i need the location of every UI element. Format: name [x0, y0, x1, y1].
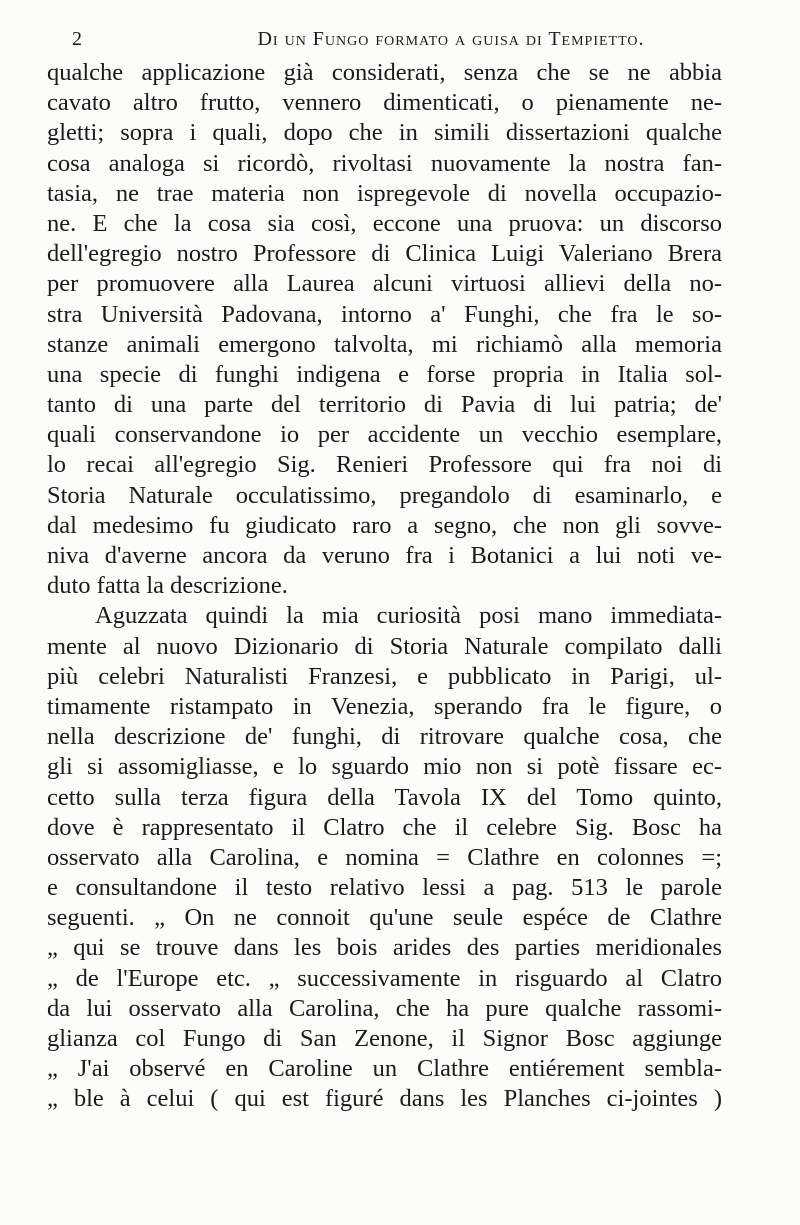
page-header: [50, 22, 760, 56]
text-line: dell'egregio nostro Professore di Clinica Luigi Valeriano Brera: [47, 240, 722, 268]
text-line: quali conservandone io per accidente un vecchio esemplare,: [47, 421, 722, 449]
text-line: seguenti. „ On ne connoit qu'une seule espéce de Clathre: [47, 904, 722, 932]
text-line: da lui osservato alla Carolina, che ha pure qualche rassomi-: [47, 994, 722, 1022]
text-line: qualche applicazione già considerati, senza che se ne abbia: [47, 59, 722, 86]
text-line: mente al nuovo Dizionario di Storia Naturale compilato dalli: [47, 632, 722, 660]
running-title: Di un Fungo formato a guisa di Tempietto.: [257, 27, 645, 50]
text-line: „ qui se trouve dans les bois arides des parties meridionales: [47, 934, 722, 962]
text-line: „ ble à celui ( qui est figuré dans les Planches ci-jointes ): [47, 1085, 722, 1113]
text-line: duto fatta la descrizione.: [47, 572, 288, 600]
body-text: [47, 58, 722, 1115]
text-line: tanto di una parte del territorio di Pavia di lui patria; de': [47, 391, 722, 419]
text-line: cavato altro frutto, vennero dimenticati, o pienamente ne-: [47, 89, 722, 117]
paragraph-start-line: Aguzzata quindi la mia curiosità posi mano immediata-: [95, 602, 722, 630]
text-line: cetto sulla terza figura della Tavola IX del Tomo quinto,: [47, 783, 722, 811]
text-line: stra Università Padovana, intorno a' Funghi, che fra le so-: [47, 300, 722, 328]
text-line: dal medesimo fu giudicato raro a segno, che non gli sovve-: [47, 511, 722, 539]
text-line: „ de l'Europe etc. „ successivamente in risguardo al Clatro: [47, 964, 722, 992]
text-line: una specie di funghi indigena e forse propria in Italia sol-: [47, 360, 722, 388]
text-line: niva d'averne ancora da veruno fra i Botanici a lui noti ve-: [47, 542, 722, 569]
page-number: 2: [72, 27, 83, 50]
text-line: cosa analoga si ricordò, rivoltasi nuovamente la nostra fan-: [47, 149, 722, 177]
text-line: stanze animali emergono talvolta, mi richiamò alla memoria: [47, 330, 722, 358]
text-line: Storia Naturale occulatissimo, pregandolo di esaminarlo, e: [47, 481, 722, 509]
text-line: lo recai all'egregio Sig. Renieri Professore qui fra noi di: [47, 451, 722, 479]
text-line: dove è rappresentato il Clatro che il celebre Sig. Bosc ha: [47, 813, 722, 841]
text-line: gletti; sopra i quali, dopo che in simili dissertazioni qualche: [47, 119, 722, 147]
text-line: gli si assomigliasse, e lo sguardo mio non si potè fissare ec-: [47, 753, 722, 781]
text-line: nella descrizione de' funghi, di ritrovare qualche cosa, che: [47, 723, 722, 751]
text-line: „ J'ai observé en Caroline un Clathre entiérement sembla-: [47, 1055, 722, 1083]
text-line: timamente ristampato in Venezia, sperando fra le figure, o: [47, 692, 722, 720]
text-line: ne. E che la cosa sia così, eccone una pruova: un discorso: [47, 209, 722, 237]
text-line: osservato alla Carolina, e nomina = Clathre en colonnes =;: [47, 843, 722, 871]
text-line: per promuovere alla Laurea alcuni virtuosi allievi della no-: [47, 270, 722, 298]
text-line: più celebri Naturalisti Franzesi, e pubblicato in Parigi, ul-: [47, 662, 722, 690]
text-line: glianza col Fungo di San Zenone, il Signor Bosc aggiunge: [47, 1025, 722, 1052]
text-line: tasia, ne trae materia non ispregevole di novella occupazio-: [47, 179, 722, 207]
text-line: e consultandone il testo relativo lessi a pag. 513 le parole: [47, 874, 722, 902]
